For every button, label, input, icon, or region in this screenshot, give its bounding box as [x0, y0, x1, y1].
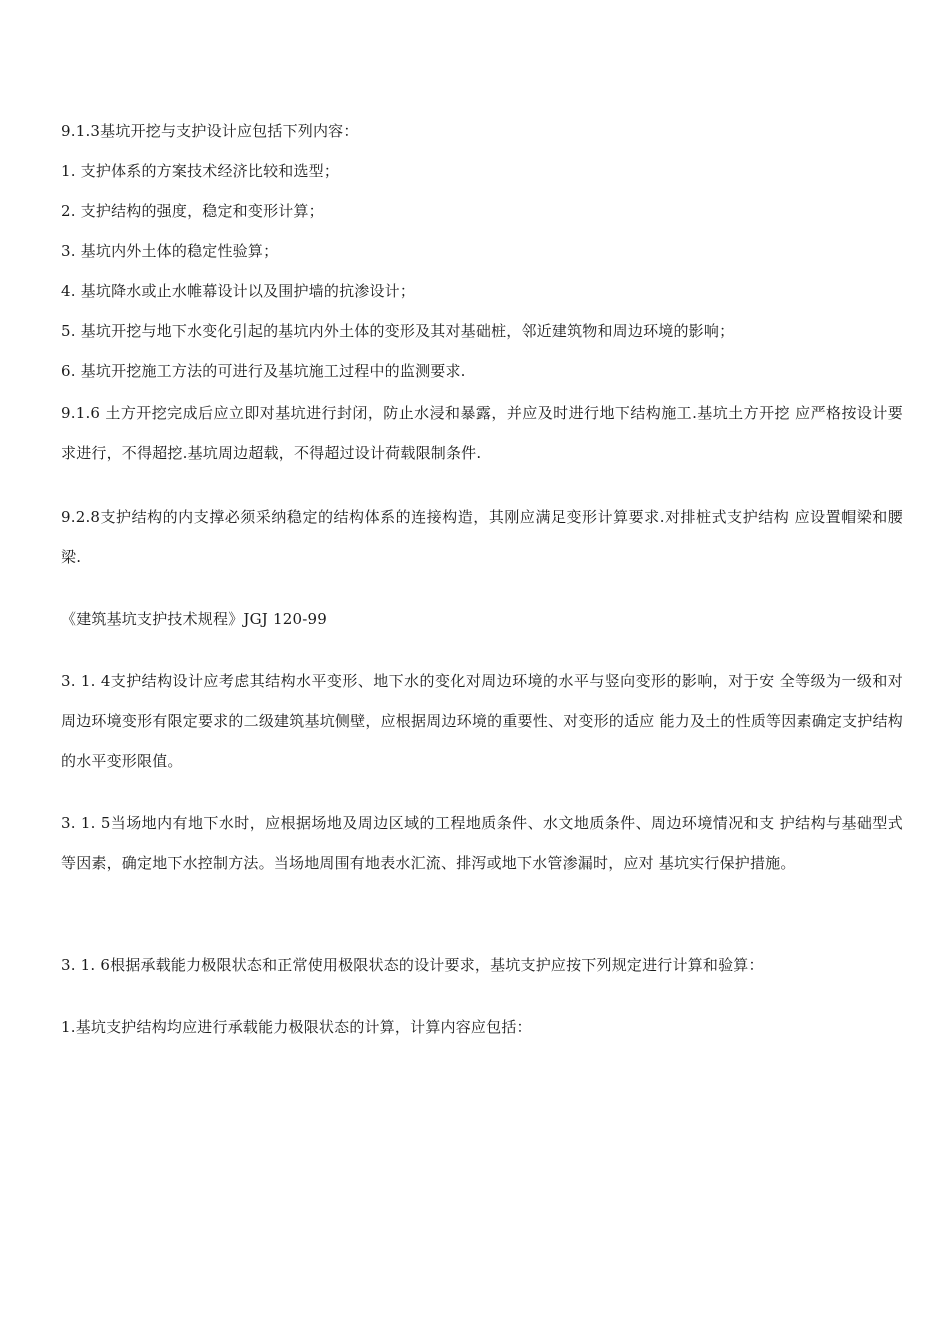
- clause-3-1-5: 3. 1. 5当场地内有地下水时，应根据场地及周边区域的工程地质条件、水文地质条件、周边环境情况和支 护结构与基础型式等因素，确定地下水控制方法。当场地周围有地表水汇流、排泻或地下水管渗漏时，应对 基坑实行保护措施。: [61, 814, 903, 872]
- list-item-5: 5. 基坑开挖与地下水变化引起的基坑内外土体的变形及其对基础桩，邻近建筑物和周边环境的影响；: [61, 322, 735, 340]
- list-item-2: 2. 支护结构的强度，稳定和变形计算；: [61, 202, 324, 220]
- list-item-6: 6. 基坑开挖施工方法的可进行及基坑施工过程中的监测要求.: [61, 362, 466, 380]
- clause-3-1-6: 3. 1. 6根据承载能力极限状态和正常使用极限状态的设计要求，基坑支护应按下列规定进行计算和验算：: [61, 956, 764, 974]
- list-item-4: 4. 基坑降水或止水帷幕设计以及围护墙的抗渗设计；: [61, 282, 416, 300]
- list-item-3: 3. 基坑内外土体的稳定性验算；: [61, 242, 279, 260]
- clause-3-1-4: 3. 1. 4支护结构设计应考虑其结构水平变形、地下水的变化对周边环境的水平与竖向变形的影响，对于安 全等级为一级和对周边环境变形有限定要求的二级建筑基坑侧壁，应根据周边环境的重要性、对变形的适应 能力及土的性质等因素确定支护结构的水平变形限值。: [61, 672, 903, 770]
- clause-3-1-6-item-1: 1.基坑支护结构均应进行承载能力极限状态的计算，计算内容应包括：: [61, 1018, 532, 1036]
- clause-9-2-8: 9.2.8支护结构的内支撑必须采纳稳定的结构体系的连接构造，其刚应满足变形计算要求.对排桩式支护结构 应设置帽梁和腰梁.: [61, 508, 903, 566]
- standard-title: 《建筑基坑支护技术规程》JGJ 120-99: [61, 610, 327, 628]
- clause-9-1-3-heading: 9.1.3基坑开挖与支护设计应包括下列内容：: [61, 122, 359, 140]
- list-item-1: 1. 支护体系的方案技术经济比较和选型；: [61, 162, 340, 180]
- clause-9-1-6: 9.1.6 土方开挖完成后应立即对基坑进行封闭，防止水浸和暴露，并应及时进行地下结构施工.基坑土方开挖 应严格按设计要求进行，不得超挖.基坑周边超载，不得超过设计荷载限制条件.: [61, 404, 903, 462]
